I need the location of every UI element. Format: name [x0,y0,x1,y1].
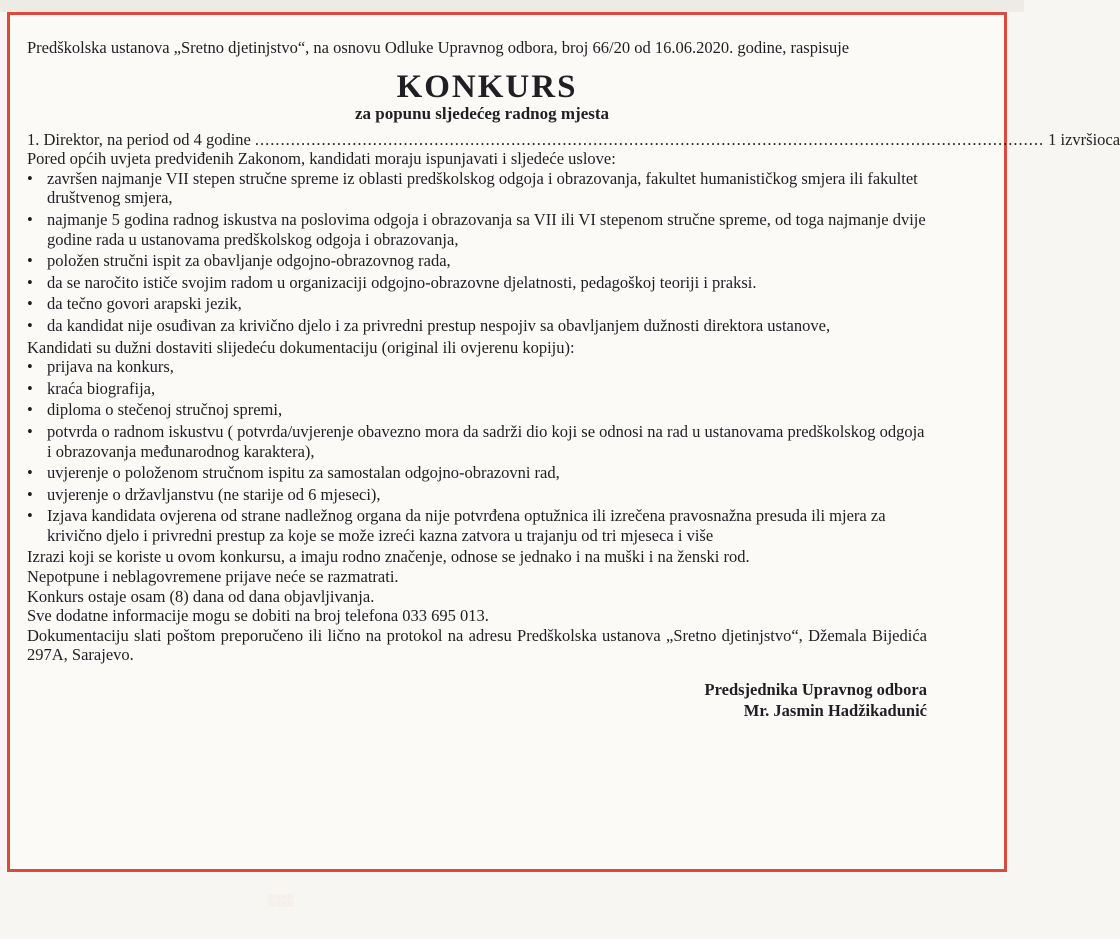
position-label: 1. Direktor, na period od 4 godine [27,129,251,149]
page-top-edge [0,0,1024,12]
list-item: • Izjava kandidata ovjerena od strane nadležnog organa da nije potvrđena optužnica ili izrečena pravosnažna presuda ili mjera za krivično djelo i privredni prestup za koje se može izreći kazna zatvora u trajanju od tri mjeseca i više [27,506,927,545]
conditions-intro: Pored općih uvjeta predviđenih Zakonom, kandidati moraju ispunjavati i sljedeće uslove: [27,149,616,169]
position-count: 1 izvršioca [1048,129,1120,149]
faint-stamp-mark: ░░░ [268,893,294,907]
list-item: • uvjerenje o državljanstvu (ne starije od 6 mjeseci), [27,485,927,505]
list-item: • da tečno govori arapski jezik, [27,294,927,314]
note-gender-terms: Izrazi koji se koriste u ovom konkursu, a imaju rodno značenje, odnose se jednako i na muški i na ženski rod. [27,547,750,567]
position-leader-dots: .......................................................................................................................................................... [254,129,1045,149]
list-item: • diploma o stečenoj stručnoj spremi, [27,400,927,420]
position-line [27,129,1120,150]
documents-intro: Kandidati su dužni dostaviti slijedeću dokumentaciju (original ili ovjerenu kopiju): [27,337,575,357]
list-item: • položen stručni ispit za obavljanje odgojno-obrazovnog rada, [27,251,927,271]
note-duration: Konkurs ostaje osam (8) dana od dana objavljivanja. [27,586,375,606]
announcement-content [27,38,1120,721]
list-item: • potvrda o radnom iskustvu ( potvrda/uvjerenje obavezno mora da sadrži dio koji se odnosi na rad u ustanovama predškolskog odgoja i obrazovanja međunarodnog karaktera), [27,422,927,461]
list-item: • da kandidat nije osuđivan za krivično djelo i za privredni prestup nespojiv sa obavljanjem dužnosti direktora ustanove, [27,316,927,336]
list-item: • prijava na konkurs, [27,357,927,377]
note-contact-phone: Sve dodatne informacije mogu se dobiti na broj telefona 033 695 013. [27,606,489,626]
note-incomplete-applications: Nepotpune i neblagovremene prijave neće se razmatrati. [27,567,399,587]
intro-text: Predškolska ustanova „Sretno djetinjstvo“, na osnovu Odluke Upravnog odbora, broj 66/20 od 16.06.2020. godine, raspisuje [27,38,850,57]
document-subtitle: za popunu sljedećeg radnog mjesta [354,103,610,123]
signature-name: Mr. Jasmin Hadžikadunić [743,701,927,721]
list-item: • kraća biografija, [27,379,927,399]
note-submission-address: Dokumentaciju slati poštom preporučeno ili lično na protokol na adresu Predškolska ustanova „Sretno djetinjstvo“, Džemala Bijedića 297A, Sarajevo. [27,625,927,665]
conditions-list [27,169,927,336]
list-item: • najmanje 5 godina radnog iskustva na poslovima odgoja i obrazovanja sa VII ili VI stepenom stručne spreme, od toga najmanje dvije godine rada u ustanovama predškolskog odgoja i obrazovanja, [27,210,927,249]
list-item: • završen najmanje VII stepen stručne spreme iz oblasti predškolskog odgoja i obrazovanja, fakultet humanističkog smjera ili fakultet društvenog smjera, [27,169,927,208]
list-item: • da se naročito ističe svojim radom u organizaciji odgojno-obrazovne djelatnosti, pedagoškoj teoriji i praksi. [27,273,927,293]
signature-role: Predsjednika Upravnog odbora [704,680,927,700]
documents-list [27,357,927,545]
document-title: KONKURS [396,68,578,105]
list-item: • uvjerenje o položenom stručnom ispitu za samostalan odgojno-obrazovni rad, [27,463,927,483]
signature-block [27,679,927,721]
